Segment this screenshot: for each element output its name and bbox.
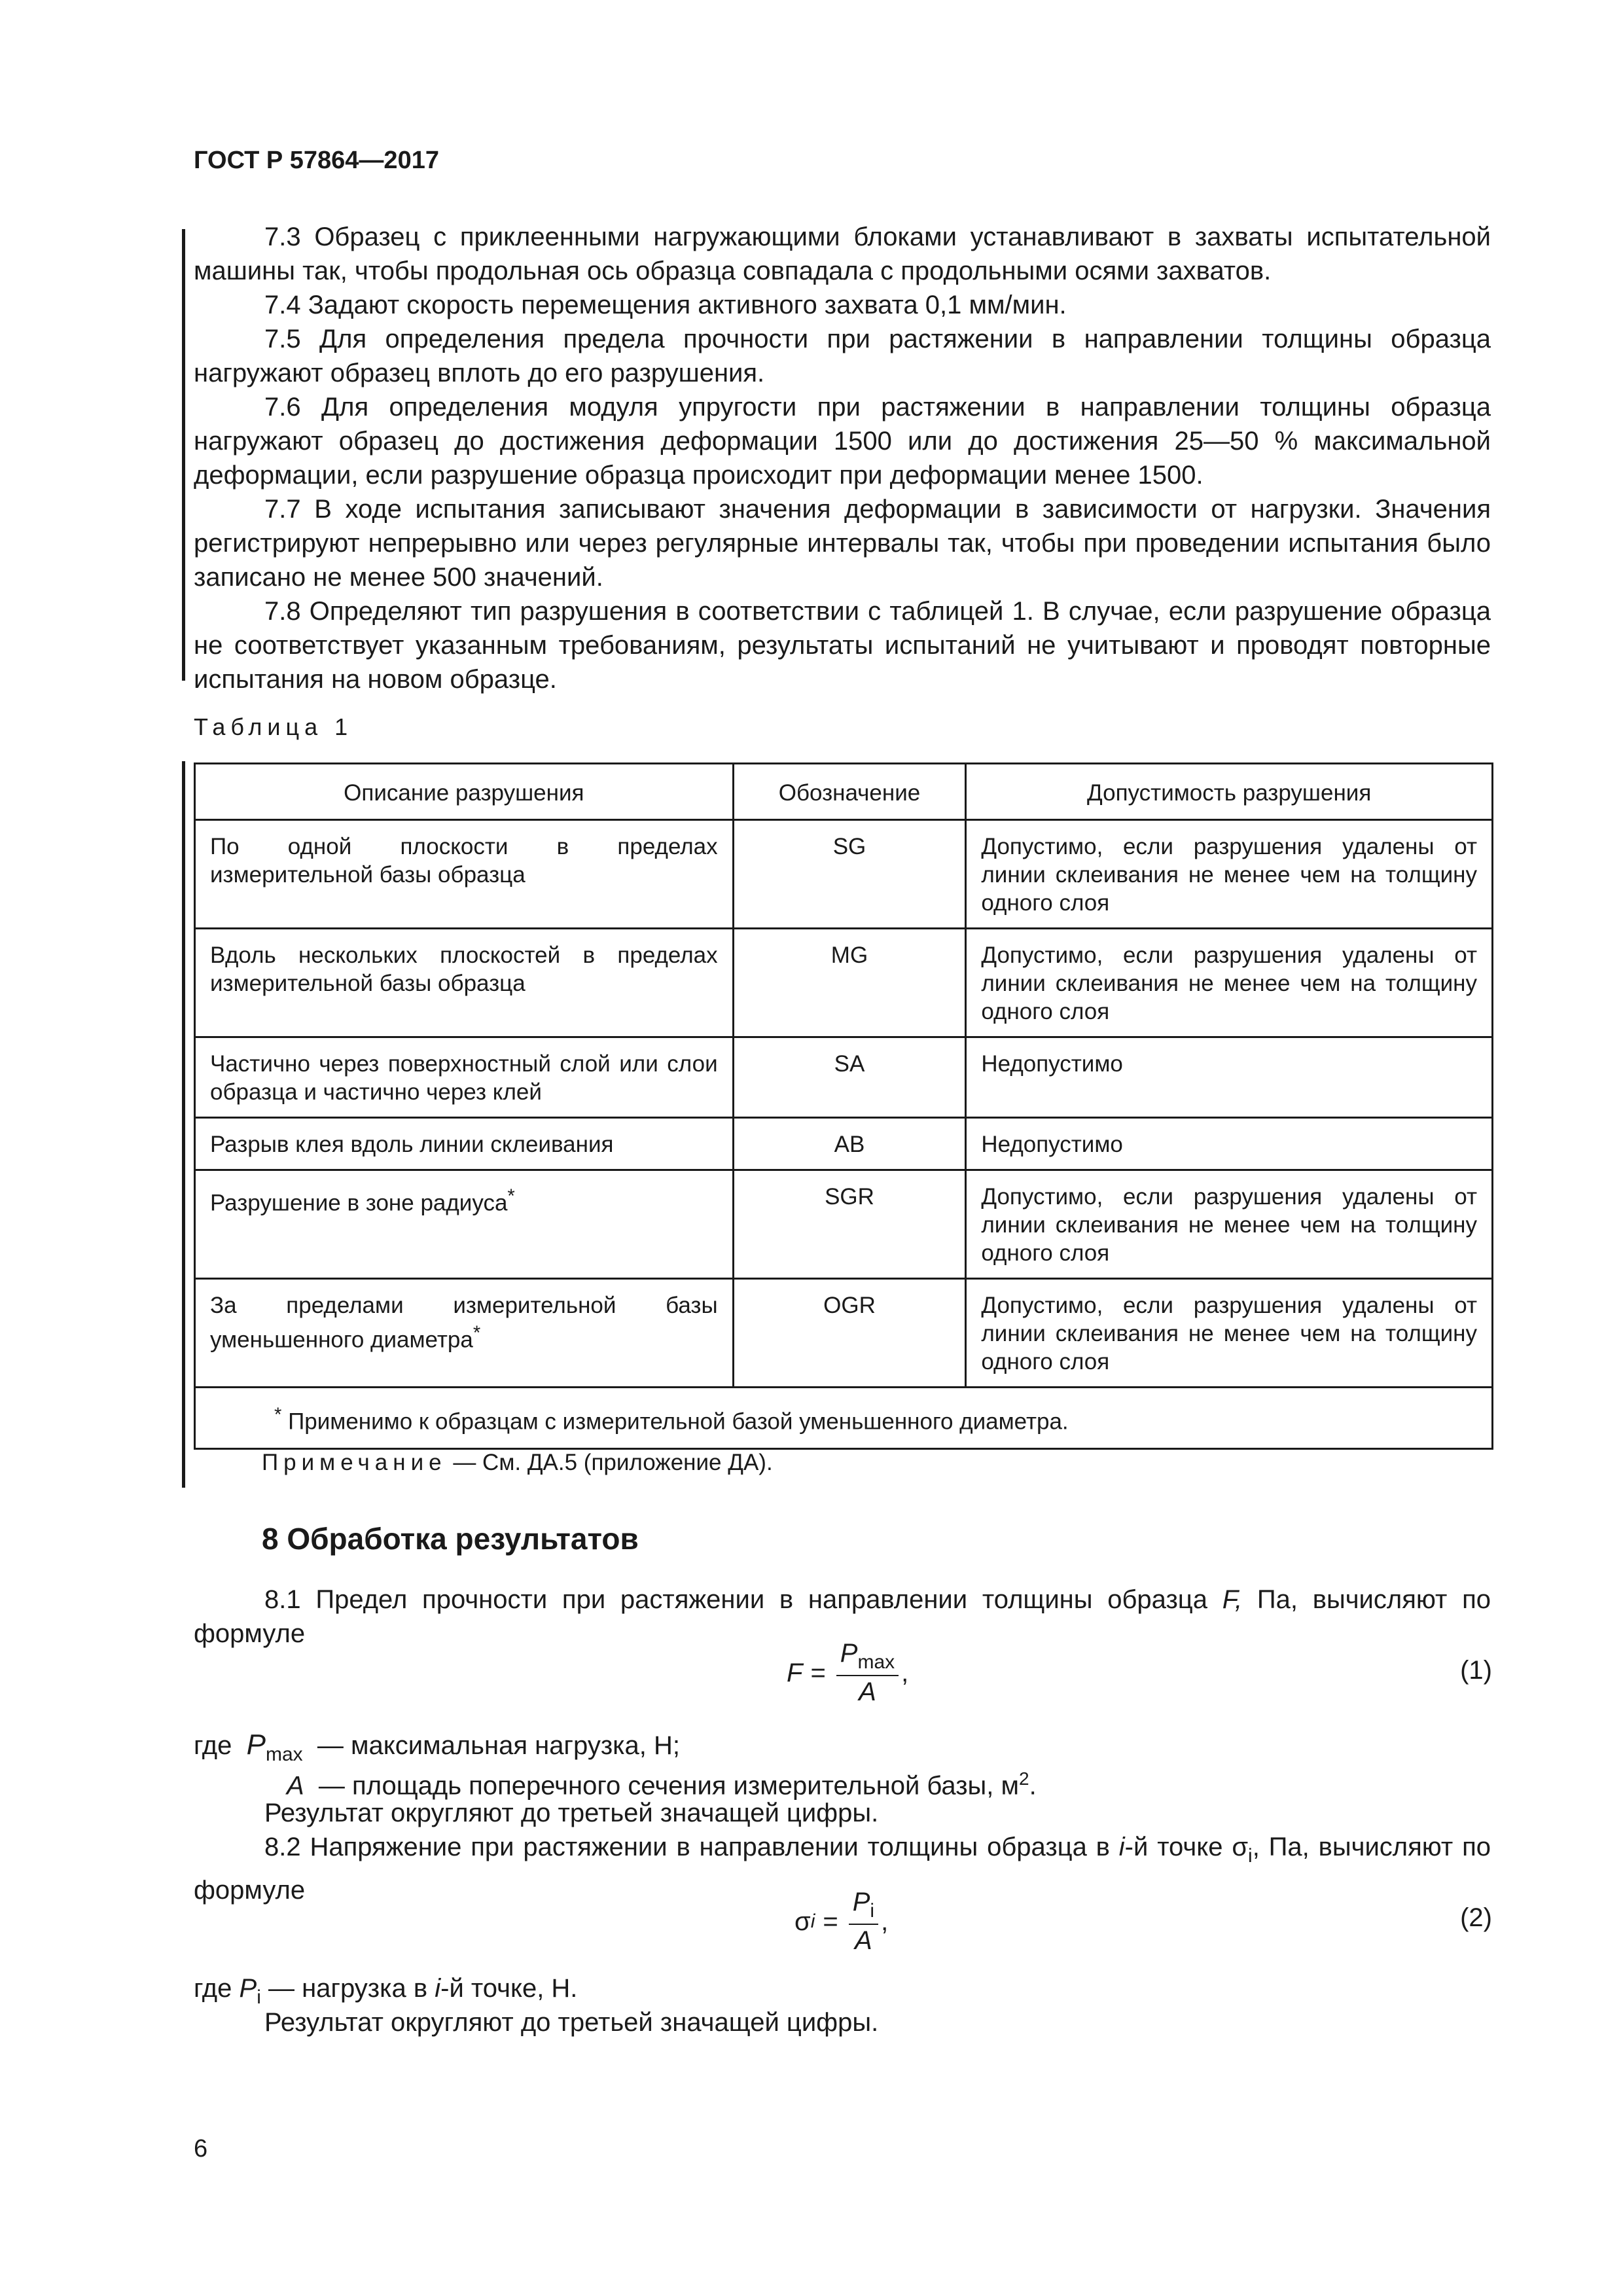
table-row [195, 1170, 1493, 1279]
table-footnote-row [195, 1388, 1493, 1449]
paragraph-7-7: 7.7 В ходе испытания записывают значения деформации в зависимости от нагрузки. Значения регистрируют непрерывно или через регулярные интервалы так, чтобы при проведении испытания было записано не менее 500 значений. [194, 495, 1491, 592]
where-pmax-sub: max [265, 1744, 303, 1765]
change-bar [182, 761, 185, 1488]
row-description-text: Разрушение в зоне радиуса [210, 1190, 508, 1216]
note-label: Примечание [262, 1450, 447, 1475]
formula-1-numerator [836, 1639, 899, 1676]
where-pi-sub: i [257, 1986, 261, 2008]
row-admissibility: Допустимо, если разрушения удалены от линии склеивания не менее чем на толщину одного слоя [966, 929, 1493, 1037]
table-row [195, 820, 1493, 929]
formula-2-lhs: σ [794, 1907, 811, 1936]
formula-2-fraction [849, 1888, 878, 1956]
p8-2-sub: i [1248, 1845, 1253, 1867]
p8-1-text: 8.1 Предел прочности при растяжении в направлении толщины образца [264, 1585, 1222, 1614]
round-note-2: Результат округляют до третьей значащей цифры. [264, 2008, 879, 2037]
paragraph-7-4: 7.4 Задают скорость перемещения активного захвата 0,1 мм/мин. [264, 291, 1067, 319]
formula-1-num-sub: max [857, 1651, 895, 1673]
formula-2-numerator [849, 1888, 878, 1925]
where-a-text: — площадь поперечного сечения измерительной базы, м [311, 1771, 1020, 1801]
formula-2-eq: = [823, 1907, 838, 1936]
formula-2-num-symbol: P [852, 1888, 870, 1916]
section-7-text [194, 220, 1491, 696]
formula-1 [787, 1639, 908, 1707]
section-8-heading: 8 Обработка результатов [262, 1522, 639, 1556]
header-description: Описание разрушения [195, 764, 734, 820]
paragraph-7-6: 7.6 Для определения модуля упругости при растяжении в направлении толщины образца нагружают образец до достижения деформации 1500 или до достижения 25—50 % максимальной деформации, если разрушение образца происходит при деформации менее 1500. [194, 393, 1491, 490]
formula-1-fraction [836, 1639, 899, 1707]
formula-1-number: (1) [1460, 1656, 1492, 1685]
paragraph-7-3: 7.3 Образец с приклеенными нагружающими блоками устанавливают в захваты испытательной машины так, чтобы продольная ось образца совпадала с продольными осями захватов. [194, 223, 1491, 285]
row-description [195, 1170, 734, 1279]
p8-1-text-end: Па, вычисляют по формуле [194, 1585, 1491, 1648]
where-a-symbol: A [287, 1771, 304, 1801]
p8-2-index: i [1118, 1833, 1125, 1861]
table-row [195, 1118, 1493, 1170]
row-description: Частично через поверхностный слой или слои образца и частично через клей [195, 1037, 734, 1118]
header-designation: Обозначение [733, 764, 966, 820]
p8-1-var: F, [1222, 1585, 1243, 1614]
row-admissibility: Недопустимо [966, 1037, 1493, 1118]
footnote-mark: * [274, 1405, 282, 1426]
where-pmax-text: — максимальная нагрузка, Н; [310, 1731, 681, 1760]
row-designation: MG [733, 929, 966, 1037]
change-bar [182, 229, 185, 681]
formula-2-tail: , [881, 1907, 889, 1936]
row-admissibility: Допустимо, если разрушения удалены от линии склеивания не менее чем на толщину одного слоя [966, 1279, 1493, 1388]
table-footnote [195, 1388, 1493, 1449]
footnote-mark: * [473, 1323, 481, 1344]
row-admissibility: Допустимо, если разрушения удалены от линии склеивания не менее чем на толщину одного слоя [966, 820, 1493, 929]
row-admissibility: Недопустимо [966, 1118, 1493, 1170]
paragraph-7-5: 7.5 Для определения предела прочности при растяжении в направлении толщины образца нагружают образец вплоть до его разрушения. [194, 325, 1491, 387]
where-pi-text-end: -й точке, Н. [440, 1974, 578, 2003]
formula-2 [794, 1888, 888, 1956]
row-designation: SGR [733, 1170, 966, 1279]
row-description-text: За пределами измерительной базы уменьшенного диаметра [210, 1293, 718, 1353]
where-label-2: где [194, 1974, 240, 2003]
formula-1-denominator: A [859, 1677, 876, 1706]
row-description: По одной плоскости в пределах измерительной базы образца [195, 820, 734, 929]
footnote-mark: * [507, 1186, 515, 1207]
formula-2-num-sub: i [870, 1900, 875, 1922]
where-pi-symbol: P [239, 1974, 257, 2003]
formula-1-num-symbol: P [840, 1639, 858, 1668]
header-admissibility: Допустимость разрушения [966, 764, 1493, 820]
formula-1-lhs: F [787, 1658, 803, 1687]
formula-1-eq: = [810, 1658, 826, 1687]
table-note [262, 1450, 773, 1476]
round-note-1: Результат округляют до третьей значащей цифры. [264, 1799, 879, 1827]
note-text: — См. ДА.5 (приложение ДА). [446, 1450, 773, 1475]
p8-2-text-end: , Па, вычисляют по формуле [194, 1833, 1491, 1905]
footnote-text: Применимо к образцам с измерительной базой уменьшенного диаметра. [288, 1408, 1069, 1435]
table-caption: Таблица 1 [194, 713, 353, 740]
where-pi-index: i [435, 1974, 441, 2003]
formula-2-number: (2) [1460, 1903, 1492, 1932]
formula-2-denominator: A [855, 1926, 872, 1955]
row-description [195, 1279, 734, 1388]
table-header-row [195, 764, 1493, 820]
row-description: Вдоль нескольких плоскостей в пределах измерительной базы образца [195, 929, 734, 1037]
standard-header: ГОСТ Р 57864—2017 [194, 147, 439, 174]
row-description: Разрыв клея вдоль линии склеивания [195, 1118, 734, 1170]
where-a-end: . [1029, 1771, 1037, 1801]
table-row [195, 1037, 1493, 1118]
row-designation: OGR [733, 1279, 966, 1388]
p8-2-text: 8.2 Напряжение при растяжении в направлении толщины образца в [264, 1833, 1119, 1861]
paragraph-7-8: 7.8 Определяют тип разрушения в соответствии с таблицей 1. В случае, если разрушение образца не соответствует указанным требованиям, результаты испытаний не учитывают и проводят повторные испытания на новом образце. [194, 597, 1491, 694]
row-designation: AB [733, 1118, 966, 1170]
formula-1-tail: , [901, 1658, 909, 1687]
table-row [195, 1279, 1493, 1388]
where-pmax-symbol: P [246, 1729, 266, 1761]
table-1 [194, 762, 1493, 1450]
formula-2-lhs-sub: i [810, 1910, 815, 1932]
row-designation: SG [733, 820, 966, 929]
row-admissibility: Допустимо, если разрушения удалены от линии склеивания не менее чем на толщину одного слоя [966, 1170, 1493, 1279]
where-pi-text: — нагрузка в [260, 1974, 435, 2003]
table-row [195, 929, 1493, 1037]
page-number: 6 [194, 2135, 208, 2162]
p8-2-text-mid: -й точке σ [1124, 1833, 1249, 1861]
where-a-sup: 2 [1019, 1768, 1029, 1789]
where-label: где [194, 1731, 232, 1760]
row-designation: SA [733, 1037, 966, 1118]
